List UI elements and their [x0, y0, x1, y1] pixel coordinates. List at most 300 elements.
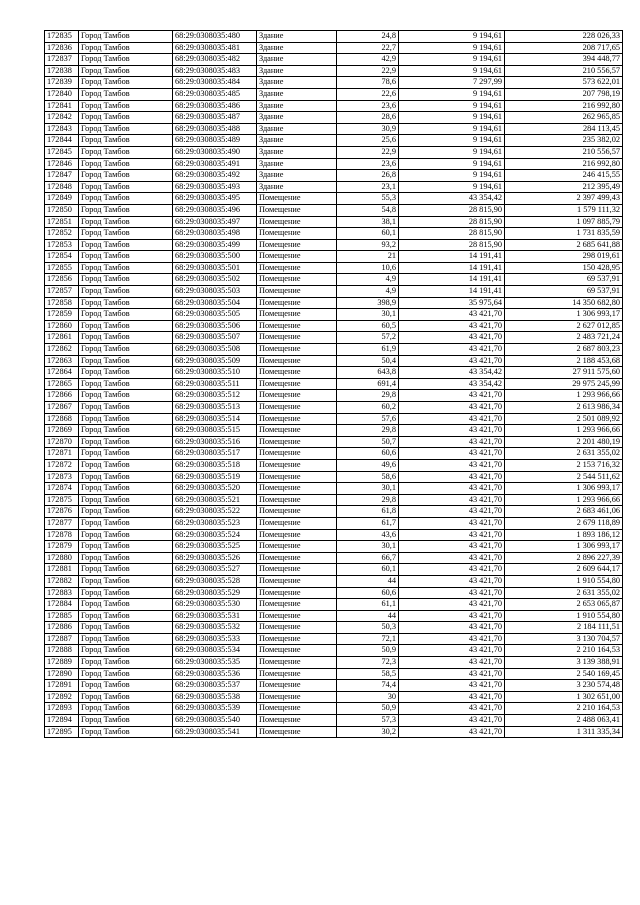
table-row — [45, 297, 623, 309]
table-row — [45, 425, 623, 437]
unit-value-cell: 43 421,70 — [399, 344, 505, 356]
locality-cell: Город Тамбов — [79, 100, 173, 112]
cadastral-number-cell: 68:29:0308035:487 — [173, 112, 257, 124]
area-cell: 72,1 — [337, 633, 399, 645]
cadastral-number-cell: 68:29:0308035:533 — [173, 633, 257, 645]
cadastral-value-cell: 27 911 575,60 — [505, 367, 623, 379]
cadastral-value-cell: 2 544 511,62 — [505, 471, 623, 483]
unit-value-cell: 43 421,70 — [399, 355, 505, 367]
object-type-cell: Помещение — [257, 680, 337, 692]
cadastral-value-cell: 150 428,95 — [505, 262, 623, 274]
object-type-cell: Помещение — [257, 193, 337, 205]
cadastral-value-cell: 210 556,57 — [505, 146, 623, 158]
table-row — [45, 517, 623, 529]
row-number-cell: 172882 — [45, 575, 79, 587]
area-cell: 30,1 — [337, 483, 399, 495]
row-number-cell: 172857 — [45, 286, 79, 298]
locality-cell: Город Тамбов — [79, 529, 173, 541]
row-number-cell: 172881 — [45, 564, 79, 576]
table-row — [45, 483, 623, 495]
cadastral-number-cell: 68:29:0308035:496 — [173, 204, 257, 216]
area-cell: 10,6 — [337, 262, 399, 274]
locality-cell: Город Тамбов — [79, 633, 173, 645]
area-cell: 29,8 — [337, 425, 399, 437]
row-number-cell: 172888 — [45, 645, 79, 657]
table-row — [45, 564, 623, 576]
table-row — [45, 54, 623, 66]
locality-cell: Город Тамбов — [79, 42, 173, 54]
unit-value-cell: 9 194,61 — [399, 31, 505, 43]
unit-value-cell: 43 421,70 — [399, 726, 505, 738]
locality-cell: Город Тамбов — [79, 645, 173, 657]
cadastral-number-cell: 68:29:0308035:528 — [173, 575, 257, 587]
unit-value-cell: 7 297,99 — [399, 77, 505, 89]
object-type-cell: Помещение — [257, 494, 337, 506]
row-number-cell: 172856 — [45, 274, 79, 286]
cadastral-number-cell: 68:29:0308035:501 — [173, 262, 257, 274]
row-number-cell: 172859 — [45, 309, 79, 321]
cadastral-value-table — [44, 30, 623, 738]
locality-cell: Город Тамбов — [79, 193, 173, 205]
object-type-cell: Здание — [257, 123, 337, 135]
locality-cell: Город Тамбов — [79, 552, 173, 564]
unit-value-cell: 28 815,90 — [399, 228, 505, 240]
cadastral-value-cell: 262 965,85 — [505, 112, 623, 124]
row-number-cell: 172867 — [45, 402, 79, 414]
unit-value-cell: 43 421,70 — [399, 680, 505, 692]
area-cell: 57,3 — [337, 715, 399, 727]
table-row — [45, 77, 623, 89]
row-number-cell: 172877 — [45, 517, 79, 529]
locality-cell: Город Тамбов — [79, 297, 173, 309]
unit-value-cell: 43 421,70 — [399, 645, 505, 657]
locality-cell: Город Тамбов — [79, 668, 173, 680]
area-cell: 30,1 — [337, 541, 399, 553]
cadastral-value-cell: 2 501 089,92 — [505, 413, 623, 425]
unit-value-cell: 43 421,70 — [399, 506, 505, 518]
locality-cell: Город Тамбов — [79, 262, 173, 274]
locality-cell: Город Тамбов — [79, 506, 173, 518]
unit-value-cell: 28 815,90 — [399, 216, 505, 228]
table-row — [45, 691, 623, 703]
area-cell: 43,6 — [337, 529, 399, 541]
area-cell: 30,1 — [337, 309, 399, 321]
cadastral-value-cell: 210 556,57 — [505, 65, 623, 77]
unit-value-cell: 9 194,61 — [399, 146, 505, 158]
object-type-cell: Помещение — [257, 436, 337, 448]
unit-value-cell: 28 815,90 — [399, 204, 505, 216]
locality-cell: Город Тамбов — [79, 402, 173, 414]
cadastral-number-cell: 68:29:0308035:488 — [173, 123, 257, 135]
area-cell: 22,7 — [337, 42, 399, 54]
table-row — [45, 204, 623, 216]
cadastral-number-cell: 68:29:0308035:492 — [173, 170, 257, 182]
unit-value-cell: 43 421,70 — [399, 587, 505, 599]
cadastral-number-cell: 68:29:0308035:535 — [173, 657, 257, 669]
cadastral-number-cell: 68:29:0308035:522 — [173, 506, 257, 518]
area-cell: 60,6 — [337, 448, 399, 460]
unit-value-cell: 43 421,70 — [399, 610, 505, 622]
object-type-cell: Помещение — [257, 483, 337, 495]
table-row — [45, 193, 623, 205]
cadastral-value-cell: 208 717,65 — [505, 42, 623, 54]
cadastral-number-cell: 68:29:0308035:539 — [173, 703, 257, 715]
unit-value-cell: 43 421,70 — [399, 657, 505, 669]
unit-value-cell: 43 421,70 — [399, 413, 505, 425]
cadastral-value-cell: 1 097 885,79 — [505, 216, 623, 228]
object-type-cell: Здание — [257, 135, 337, 147]
row-number-cell: 172850 — [45, 204, 79, 216]
table-row — [45, 146, 623, 158]
row-number-cell: 172871 — [45, 448, 79, 460]
table-row — [45, 355, 623, 367]
row-number-cell: 172842 — [45, 112, 79, 124]
cadastral-number-cell: 68:29:0308035:521 — [173, 494, 257, 506]
area-cell: 61,9 — [337, 344, 399, 356]
cadastral-value-cell: 228 026,33 — [505, 31, 623, 43]
locality-cell: Город Тамбов — [79, 112, 173, 124]
locality-cell: Город Тамбов — [79, 228, 173, 240]
table-row — [45, 610, 623, 622]
area-cell: 42,9 — [337, 54, 399, 66]
cadastral-number-cell: 68:29:0308035:480 — [173, 31, 257, 43]
table-row — [45, 170, 623, 182]
locality-cell: Город Тамбов — [79, 564, 173, 576]
area-cell: 24,8 — [337, 31, 399, 43]
locality-cell: Город Тамбов — [79, 146, 173, 158]
cadastral-value-cell: 573 622,01 — [505, 77, 623, 89]
area-cell: 49,6 — [337, 459, 399, 471]
unit-value-cell: 9 194,61 — [399, 88, 505, 100]
cadastral-value-cell: 1 731 835,59 — [505, 228, 623, 240]
unit-value-cell: 9 194,61 — [399, 42, 505, 54]
area-cell: 72,3 — [337, 657, 399, 669]
table-row — [45, 436, 623, 448]
object-type-cell: Помещение — [257, 425, 337, 437]
cadastral-value-cell: 212 395,49 — [505, 181, 623, 193]
cadastral-value-cell: 2 609 644,17 — [505, 564, 623, 576]
cadastral-number-cell: 68:29:0308035:519 — [173, 471, 257, 483]
area-cell: 643,8 — [337, 367, 399, 379]
row-number-cell: 172848 — [45, 181, 79, 193]
area-cell: 93,2 — [337, 239, 399, 251]
cadastral-number-cell: 68:29:0308035:507 — [173, 332, 257, 344]
locality-cell: Город Тамбов — [79, 575, 173, 587]
cadastral-number-cell: 68:29:0308035:497 — [173, 216, 257, 228]
unit-value-cell: 43 421,70 — [399, 529, 505, 541]
cadastral-value-cell: 3 130 704,57 — [505, 633, 623, 645]
locality-cell: Город Тамбов — [79, 587, 173, 599]
cadastral-number-cell: 68:29:0308035:481 — [173, 42, 257, 54]
cadastral-value-cell: 1 910 554,80 — [505, 575, 623, 587]
table-row — [45, 367, 623, 379]
area-cell: 50,9 — [337, 703, 399, 715]
table-row — [45, 88, 623, 100]
area-cell: 30,9 — [337, 123, 399, 135]
cadastral-number-cell: 68:29:0308035:500 — [173, 251, 257, 263]
cadastral-number-cell: 68:29:0308035:512 — [173, 390, 257, 402]
cadastral-number-cell: 68:29:0308035:503 — [173, 286, 257, 298]
area-cell: 78,6 — [337, 77, 399, 89]
row-number-cell: 172841 — [45, 100, 79, 112]
object-type-cell: Помещение — [257, 622, 337, 634]
row-number-cell: 172835 — [45, 31, 79, 43]
row-number-cell: 172837 — [45, 54, 79, 66]
area-cell: 44 — [337, 610, 399, 622]
cadastral-number-cell: 68:29:0308035:505 — [173, 309, 257, 321]
cadastral-value-cell: 1 293 966,66 — [505, 390, 623, 402]
unit-value-cell: 14 191,41 — [399, 262, 505, 274]
unit-value-cell: 43 421,70 — [399, 633, 505, 645]
object-type-cell: Помещение — [257, 262, 337, 274]
area-cell: 44 — [337, 575, 399, 587]
table-row — [45, 378, 623, 390]
object-type-cell: Помещение — [257, 645, 337, 657]
object-type-cell: Помещение — [257, 552, 337, 564]
row-number-cell: 172873 — [45, 471, 79, 483]
cadastral-value-cell: 1 302 651,00 — [505, 691, 623, 703]
cadastral-number-cell: 68:29:0308035:510 — [173, 367, 257, 379]
unit-value-cell: 43 421,70 — [399, 448, 505, 460]
row-number-cell: 172858 — [45, 297, 79, 309]
cadastral-number-cell: 68:29:0308035:489 — [173, 135, 257, 147]
table-row — [45, 216, 623, 228]
locality-cell: Город Тамбов — [79, 332, 173, 344]
object-type-cell: Здание — [257, 170, 337, 182]
cadastral-number-cell: 68:29:0308035:536 — [173, 668, 257, 680]
cadastral-value-cell: 3 230 574,48 — [505, 680, 623, 692]
cadastral-number-cell: 68:29:0308035:518 — [173, 459, 257, 471]
table-row — [45, 645, 623, 657]
locality-cell: Город Тамбов — [79, 204, 173, 216]
unit-value-cell: 43 421,70 — [399, 459, 505, 471]
locality-cell: Город Тамбов — [79, 622, 173, 634]
object-type-cell: Помещение — [257, 715, 337, 727]
table-row — [45, 135, 623, 147]
unit-value-cell: 43 421,70 — [399, 691, 505, 703]
unit-value-cell: 43 354,42 — [399, 367, 505, 379]
table-row — [45, 657, 623, 669]
object-type-cell: Помещение — [257, 402, 337, 414]
unit-value-cell: 43 421,70 — [399, 575, 505, 587]
cadastral-number-cell: 68:29:0308035:508 — [173, 344, 257, 356]
object-type-cell: Помещение — [257, 286, 337, 298]
cadastral-number-cell: 68:29:0308035:524 — [173, 529, 257, 541]
locality-cell: Город Тамбов — [79, 344, 173, 356]
locality-cell: Город Тамбов — [79, 355, 173, 367]
row-number-cell: 172860 — [45, 320, 79, 332]
cadastral-number-cell: 68:29:0308035:540 — [173, 715, 257, 727]
row-number-cell: 172854 — [45, 251, 79, 263]
cadastral-number-cell: 68:29:0308035:523 — [173, 517, 257, 529]
object-type-cell: Помещение — [257, 251, 337, 263]
row-number-cell: 172849 — [45, 193, 79, 205]
table-row — [45, 494, 623, 506]
cadastral-value-cell: 29 975 245,99 — [505, 378, 623, 390]
table-row — [45, 668, 623, 680]
cadastral-number-cell: 68:29:0308035:485 — [173, 88, 257, 100]
unit-value-cell: 14 191,41 — [399, 274, 505, 286]
locality-cell: Город Тамбов — [79, 309, 173, 321]
locality-cell: Город Тамбов — [79, 425, 173, 437]
locality-cell: Город Тамбов — [79, 715, 173, 727]
table-row — [45, 228, 623, 240]
cadastral-number-cell: 68:29:0308035:534 — [173, 645, 257, 657]
locality-cell: Город Тамбов — [79, 181, 173, 193]
row-number-cell: 172855 — [45, 262, 79, 274]
cadastral-value-cell: 14 350 682,80 — [505, 297, 623, 309]
locality-cell: Город Тамбов — [79, 541, 173, 553]
table-row — [45, 715, 623, 727]
unit-value-cell: 9 194,61 — [399, 158, 505, 170]
table-row — [45, 42, 623, 54]
cadastral-value-cell: 3 139 388,91 — [505, 657, 623, 669]
object-type-cell: Здание — [257, 181, 337, 193]
area-cell: 61,7 — [337, 517, 399, 529]
object-type-cell: Помещение — [257, 471, 337, 483]
object-type-cell: Здание — [257, 100, 337, 112]
object-type-cell: Помещение — [257, 239, 337, 251]
area-cell: 4,9 — [337, 286, 399, 298]
unit-value-cell: 43 421,70 — [399, 541, 505, 553]
cadastral-value-cell: 2 631 355,02 — [505, 448, 623, 460]
cadastral-value-cell: 2 685 641,88 — [505, 239, 623, 251]
table-row — [45, 552, 623, 564]
object-type-cell: Помещение — [257, 355, 337, 367]
row-number-cell: 172851 — [45, 216, 79, 228]
row-number-cell: 172885 — [45, 610, 79, 622]
cadastral-number-cell: 68:29:0308035:509 — [173, 355, 257, 367]
object-type-cell: Здание — [257, 146, 337, 158]
object-type-cell: Здание — [257, 54, 337, 66]
cadastral-value-cell: 2 188 453,68 — [505, 355, 623, 367]
cadastral-value-cell: 284 113,45 — [505, 123, 623, 135]
row-number-cell: 172886 — [45, 622, 79, 634]
table-row — [45, 262, 623, 274]
area-cell: 50,3 — [337, 622, 399, 634]
locality-cell: Город Тамбов — [79, 657, 173, 669]
object-type-cell: Помещение — [257, 320, 337, 332]
cadastral-value-cell: 2 483 721,24 — [505, 332, 623, 344]
cadastral-number-cell: 68:29:0308035:498 — [173, 228, 257, 240]
table-row — [45, 680, 623, 692]
area-cell: 66,7 — [337, 552, 399, 564]
cadastral-number-cell: 68:29:0308035:537 — [173, 680, 257, 692]
object-type-cell: Помещение — [257, 703, 337, 715]
unit-value-cell: 43 421,70 — [399, 703, 505, 715]
row-number-cell: 172836 — [45, 42, 79, 54]
cadastral-value-cell: 207 798,19 — [505, 88, 623, 100]
table-row — [45, 309, 623, 321]
area-cell: 38,1 — [337, 216, 399, 228]
row-number-cell: 172862 — [45, 344, 79, 356]
table-row — [45, 506, 623, 518]
locality-cell: Город Тамбов — [79, 65, 173, 77]
cadastral-number-cell: 68:29:0308035:530 — [173, 599, 257, 611]
cadastral-number-cell: 68:29:0308035:516 — [173, 436, 257, 448]
cadastral-number-cell: 68:29:0308035:491 — [173, 158, 257, 170]
cadastral-number-cell: 68:29:0308035:504 — [173, 297, 257, 309]
cadastral-value-cell: 216 992,80 — [505, 100, 623, 112]
unit-value-cell: 9 194,61 — [399, 170, 505, 182]
row-number-cell: 172865 — [45, 378, 79, 390]
area-cell: 691,4 — [337, 378, 399, 390]
cadastral-number-cell: 68:29:0308035:532 — [173, 622, 257, 634]
table-row — [45, 402, 623, 414]
locality-cell: Город Тамбов — [79, 367, 173, 379]
cadastral-value-cell: 2 679 118,89 — [505, 517, 623, 529]
cadastral-value-cell: 2 613 986,34 — [505, 402, 623, 414]
cadastral-value-cell: 1 293 966,66 — [505, 425, 623, 437]
area-cell: 61,8 — [337, 506, 399, 518]
cadastral-value-cell: 2 488 063,41 — [505, 715, 623, 727]
table-row — [45, 251, 623, 263]
object-type-cell: Помещение — [257, 274, 337, 286]
cadastral-value-cell: 1 910 554,80 — [505, 610, 623, 622]
cadastral-value-cell: 2 397 499,43 — [505, 193, 623, 205]
table-row — [45, 459, 623, 471]
locality-cell: Город Тамбов — [79, 459, 173, 471]
locality-cell: Город Тамбов — [79, 135, 173, 147]
object-type-cell: Помещение — [257, 517, 337, 529]
unit-value-cell: 43 354,42 — [399, 193, 505, 205]
area-cell: 29,8 — [337, 494, 399, 506]
object-type-cell: Помещение — [257, 610, 337, 622]
row-number-cell: 172874 — [45, 483, 79, 495]
locality-cell: Город Тамбов — [79, 239, 173, 251]
row-number-cell: 172883 — [45, 587, 79, 599]
locality-cell: Город Тамбов — [79, 483, 173, 495]
area-cell: 26,8 — [337, 170, 399, 182]
table-body — [45, 31, 623, 738]
cadastral-number-cell: 68:29:0308035:493 — [173, 181, 257, 193]
table-row — [45, 344, 623, 356]
cadastral-value-cell: 1 293 966,66 — [505, 494, 623, 506]
cadastral-number-cell: 68:29:0308035:499 — [173, 239, 257, 251]
object-type-cell: Помещение — [257, 691, 337, 703]
area-cell: 22,9 — [337, 146, 399, 158]
cadastral-number-cell: 68:29:0308035:541 — [173, 726, 257, 738]
cadastral-value-cell: 2 687 803,23 — [505, 344, 623, 356]
cadastral-number-cell: 68:29:0308035:490 — [173, 146, 257, 158]
area-cell: 60,5 — [337, 320, 399, 332]
cadastral-value-cell: 394 448,77 — [505, 54, 623, 66]
cadastral-number-cell: 68:29:0308035:486 — [173, 100, 257, 112]
row-number-cell: 172840 — [45, 88, 79, 100]
area-cell: 60,6 — [337, 587, 399, 599]
unit-value-cell: 9 194,61 — [399, 54, 505, 66]
cadastral-value-cell: 235 382,02 — [505, 135, 623, 147]
object-type-cell: Помещение — [257, 344, 337, 356]
object-type-cell: Помещение — [257, 564, 337, 576]
object-type-cell: Здание — [257, 31, 337, 43]
unit-value-cell: 9 194,61 — [399, 135, 505, 147]
area-cell: 23,1 — [337, 181, 399, 193]
object-type-cell: Здание — [257, 158, 337, 170]
table-row — [45, 390, 623, 402]
unit-value-cell: 43 421,70 — [399, 483, 505, 495]
table-row — [45, 65, 623, 77]
area-cell: 30,2 — [337, 726, 399, 738]
cadastral-value-cell: 2 210 164,53 — [505, 645, 623, 657]
cadastral-value-cell: 1 579 111,32 — [505, 204, 623, 216]
area-cell: 50,9 — [337, 645, 399, 657]
row-number-cell: 172876 — [45, 506, 79, 518]
row-number-cell: 172890 — [45, 668, 79, 680]
unit-value-cell: 9 194,61 — [399, 112, 505, 124]
locality-cell: Город Тамбов — [79, 517, 173, 529]
unit-value-cell: 43 421,70 — [399, 622, 505, 634]
